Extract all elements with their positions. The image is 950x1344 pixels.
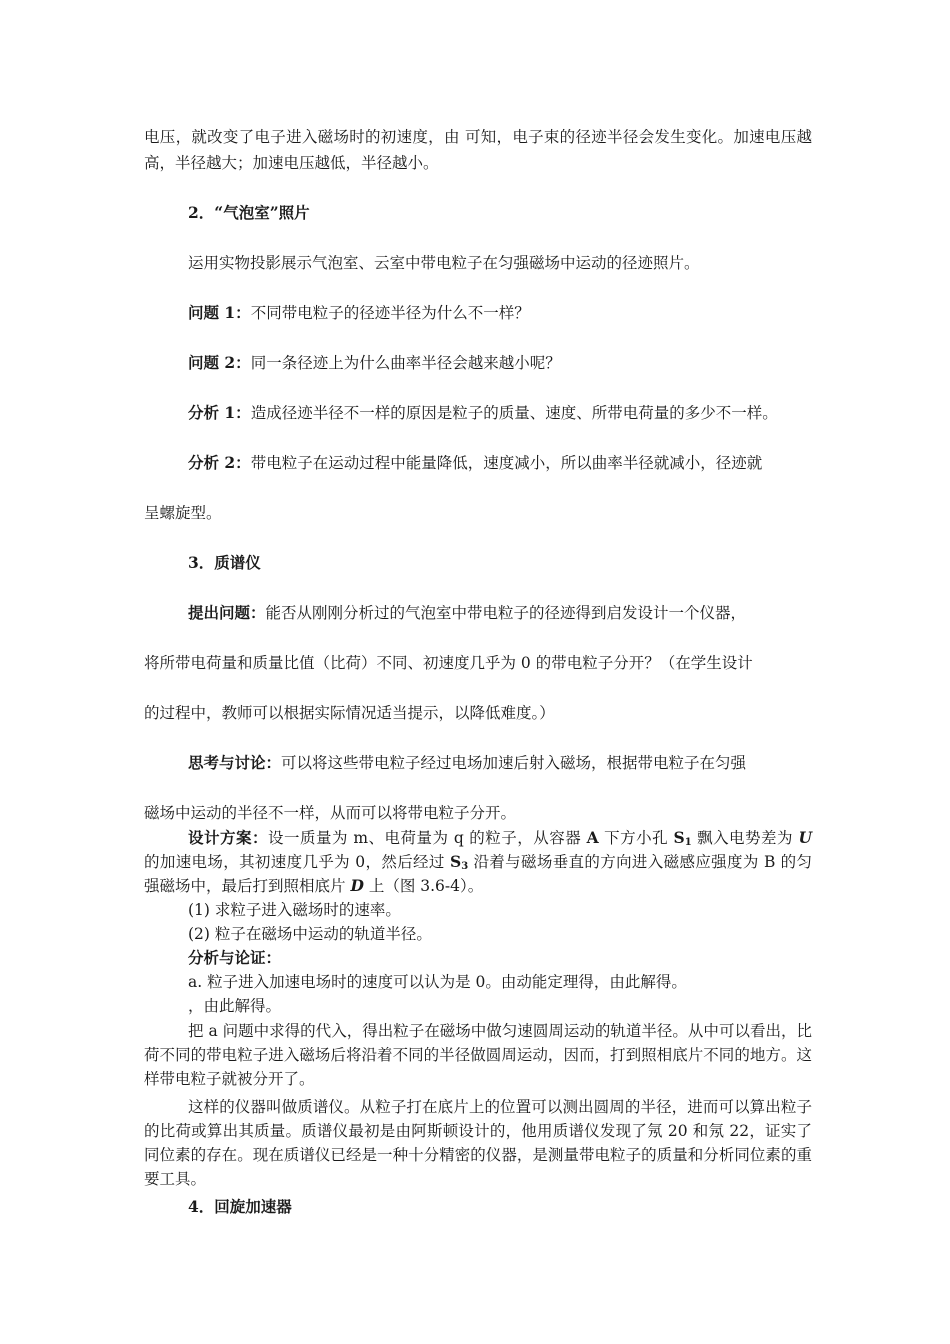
hole-s3: $S_3$ (450, 852, 469, 872)
container-a: A (586, 828, 599, 847)
heading-bubble-chamber: 2．“气泡室”照片 (188, 203, 310, 222)
paragraph-projection: 运用实物投影展示气泡室、云室中带电粒子在匀强磁场中运动的径迹照片。 (188, 254, 700, 272)
paragraph-electron-beam: 电压，就改变了电子进入磁场时的初速度，由 可知，电子束的径迹半径会发生变化。加速电压越高，半径越大；加速电压越低，半径越小。 (144, 128, 812, 172)
analysis-2-label: 分析 2： (188, 453, 251, 472)
heading-cyclotron: 4．回旋加速器 (188, 1197, 292, 1216)
question-2 (144, 350, 812, 376)
analysis-line-a: a. 粒子进入加速电场时的速度可以认为是 0。由动能定理得，由此解得。 (188, 973, 687, 991)
think-discuss-text: 可以将这些带电粒子经过电场加速后射入磁场，根据带电粒子在匀强 (281, 754, 747, 772)
ask-question-line-1 (144, 600, 812, 626)
think-discuss-line-2: 磁场中运动的半径不一样，从而可以将带电粒子分开。 (144, 804, 517, 822)
design-plan (144, 826, 812, 898)
analysis-1-text: 造成径迹半径不一样的原因是粒子的质量、速度、所带电荷量的多少不一样。 (250, 404, 778, 422)
heading-mass-spectrometer: 3．质谱仪 (188, 553, 261, 572)
analysis-2-line-2: 呈螺旋型。 (144, 504, 222, 522)
analysis-1-label: 分析 1： (188, 403, 251, 422)
design-plan-label: 设计方案： (188, 828, 268, 847)
ask-question-line-2: 将所带电荷量和质量比值（比荷）不同、初速度几乎为 0 的带电粒子分开？（在学生设计 (144, 654, 753, 672)
think-discuss-line-1 (144, 750, 812, 776)
list-item-1: (1) 求粒子进入磁场时的速率。 (188, 901, 401, 919)
question-1 (144, 300, 812, 326)
hole-s1: $S_1$ (673, 828, 692, 848)
ask-question-line-3: 的过程中，教师可以根据实际情况适当提示，以降低难度。） (144, 704, 555, 722)
voltage-u: U (798, 828, 812, 847)
ask-question-text: 能否从刚刚分析过的气泡室中带电粒子的径迹得到启发设计一个仪器， (265, 604, 747, 622)
question-2-label: 问题 2： (188, 353, 251, 372)
instrument-paragraph: 这样的仪器叫做质谱仪。从粒子打在底片上的位置可以测出圆周的半径，进而可以算出粒子的比荷或算出其质量。质谱仪最初是由阿斯顿设计的，他用质谱仪发现了氖 20 和氖 22，证实了同位素的存在。现在质谱仪已经是一种十分精密的仪器，是测量带电粒子的质量和分析同位素的重要工具。 (144, 1098, 812, 1188)
question-1-text: 不同带电粒子的径迹半径为什么不一样？ (250, 304, 530, 322)
design-text-1: 设一质量为 m、电荷量为 q 的粒子，从容器 (267, 829, 587, 847)
analysis-argument-label: 分析与论证： (188, 948, 282, 967)
design-text-3: 飘入电势差为 (691, 829, 799, 847)
design-text-4: 的加速电场，其初速度几乎为 0，然后经过 (144, 853, 451, 871)
analysis-2-line-1 (144, 450, 812, 476)
analysis-2-text: 带电粒子在运动过程中能量降低，速度减小，所以曲率半径就减小，径迹就 (250, 454, 763, 472)
list-item-2: (2) 粒子在磁场中运动的轨道半径。 (188, 925, 432, 943)
design-text-6: 上（图 3.6-4）。 (363, 877, 484, 895)
question-2-text: 同一条径迹上为什么曲率半径会越来越小呢？ (250, 354, 561, 372)
analysis-line-b: ，由此解得。 (188, 997, 282, 1015)
think-discuss-label: 思考与讨论： (188, 753, 282, 772)
question-1-label: 问题 1： (188, 303, 251, 322)
film-d: D (350, 876, 364, 895)
substitution-paragraph: 把 a 问题中求得的代入，得出粒子在磁场中做匀速圆周运动的轨道半径。从中可以看出，比荷不同的带电粒子进入磁场后将沿着不同的半径做圆周运动，因而，打到照相底片不同的地方。这样带电粒子就被分开了。 (144, 1022, 812, 1088)
ask-question-label: 提出问题： (188, 603, 266, 622)
design-text-2: 下方小孔 (598, 829, 674, 847)
analysis-1 (144, 400, 812, 426)
design-text-5: 沿着与磁场垂直的方向进入磁感应强度为 B 的匀强磁场中，最后打到照相底片 (144, 853, 812, 895)
